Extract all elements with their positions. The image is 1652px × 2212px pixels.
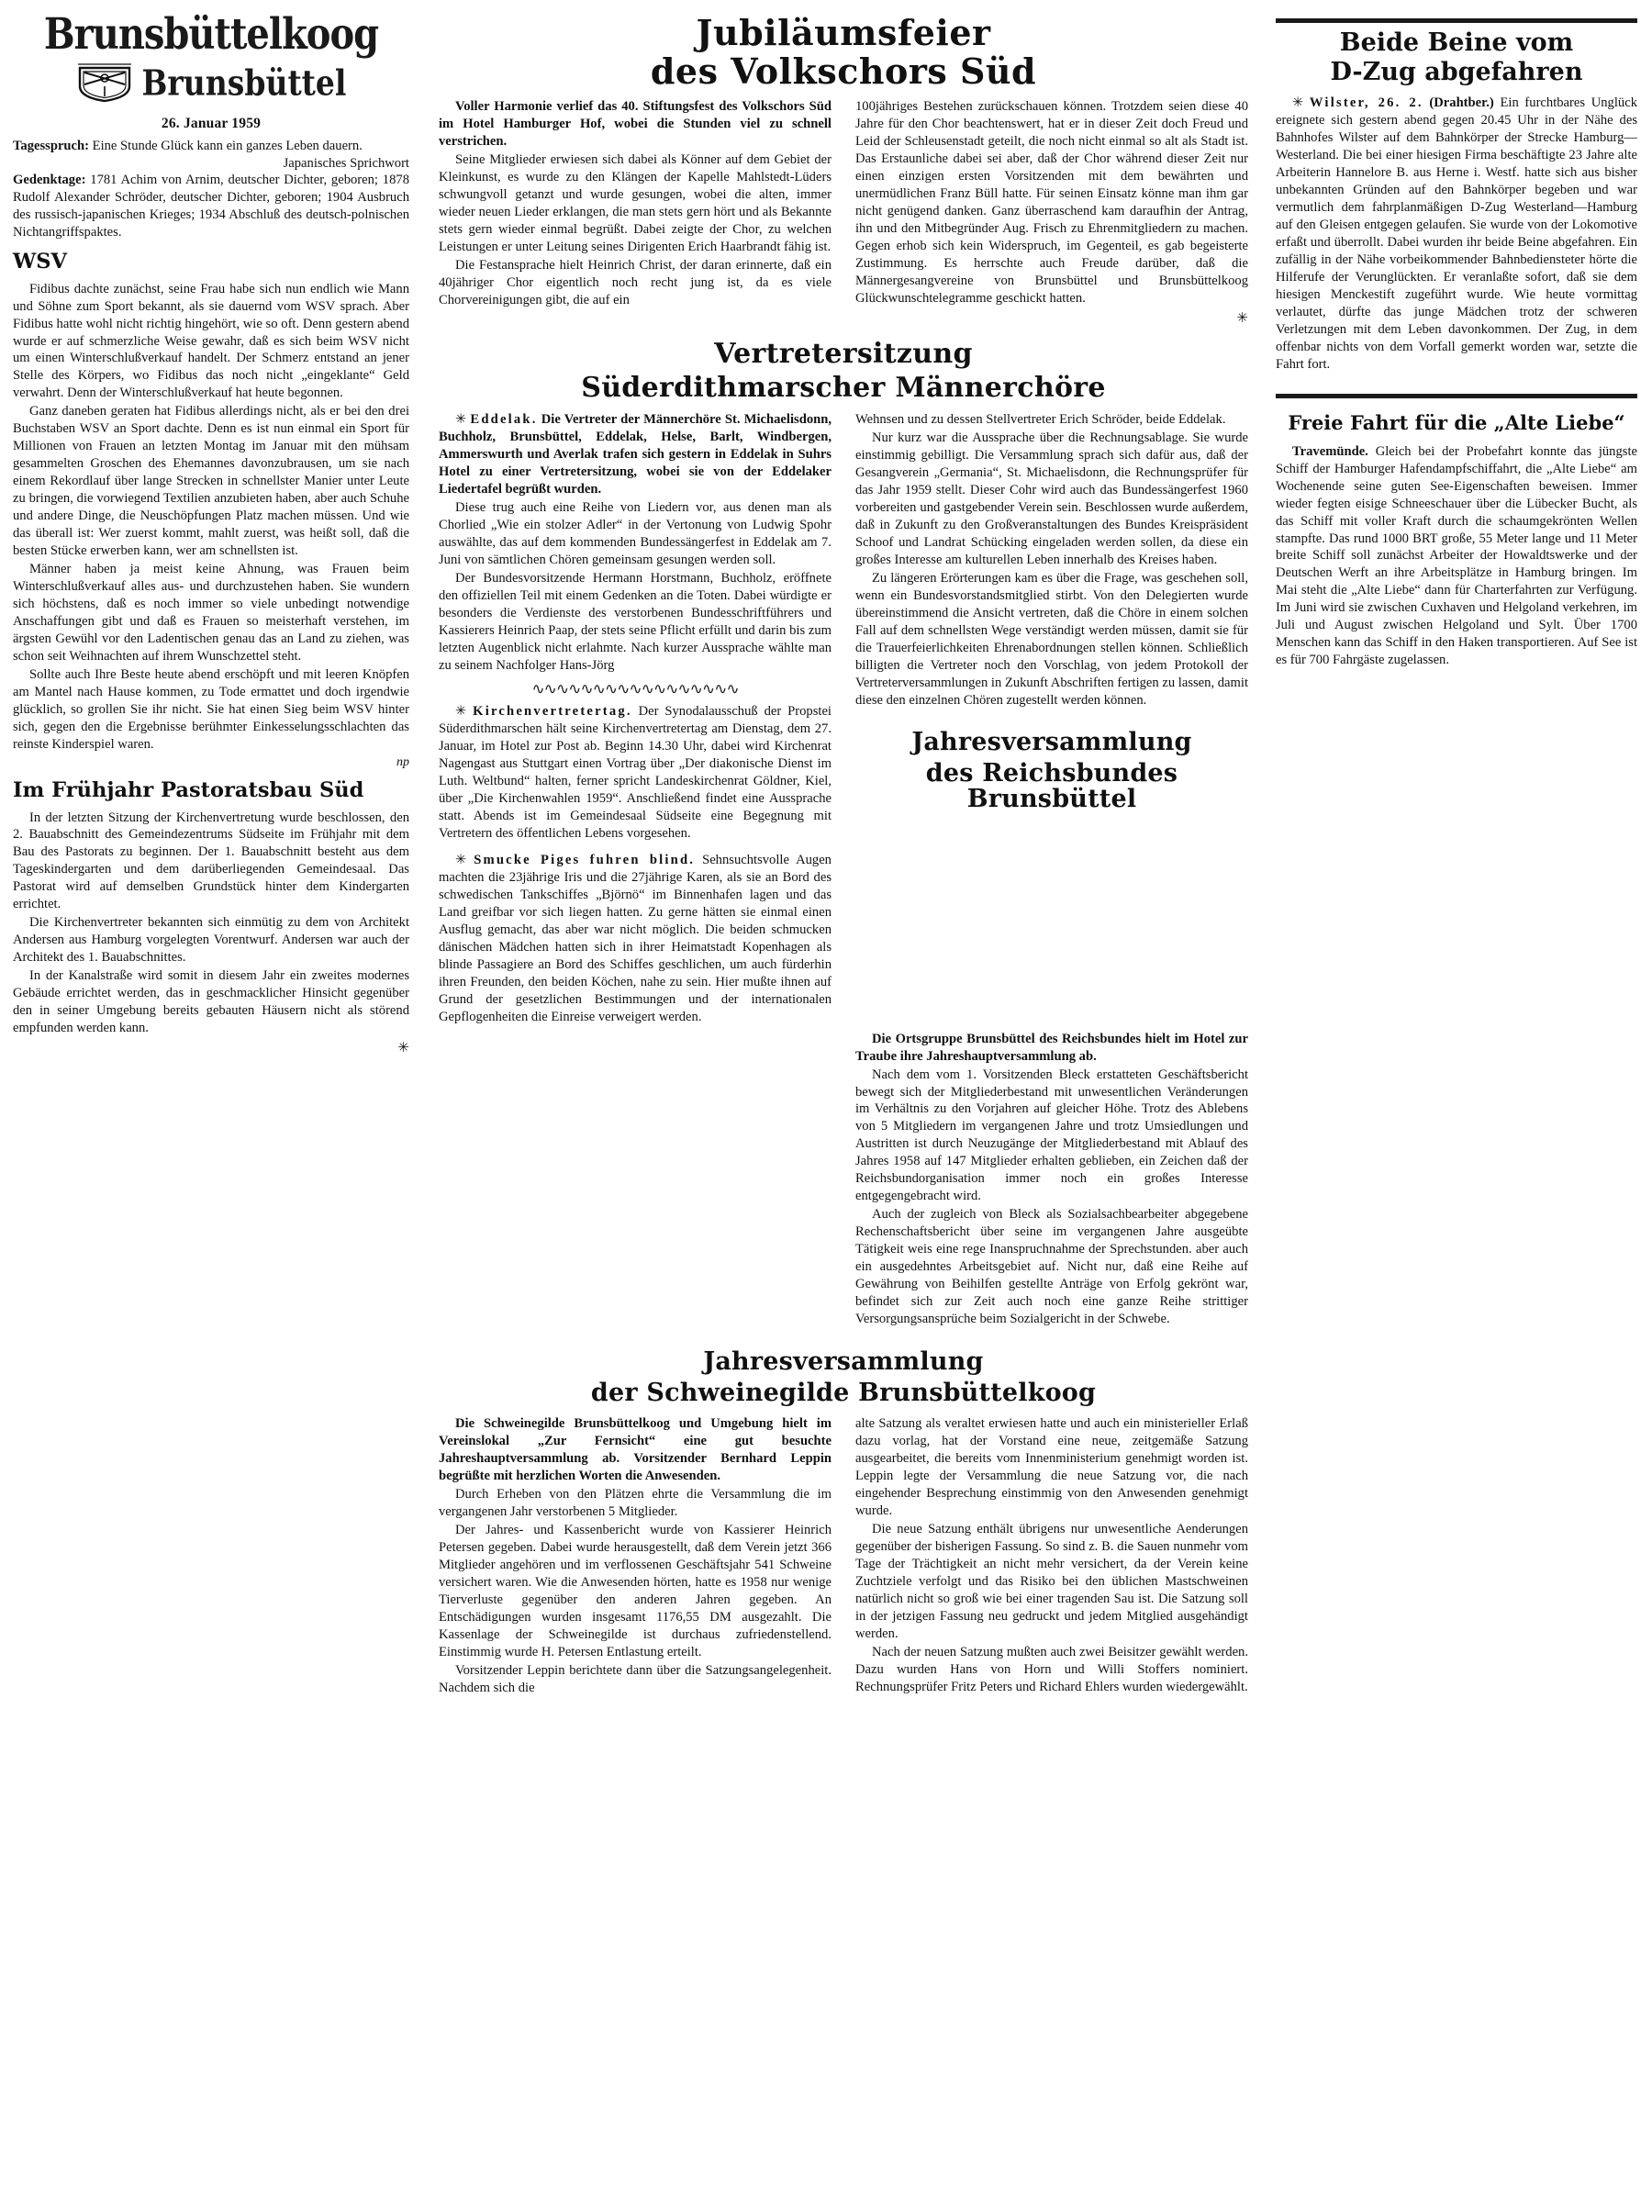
dzug-dateline: Wilster, 26. 2.	[1309, 95, 1423, 111]
wsv-para-1: Fidibus dachte zunächst, seine Frau habe sich nun endlich wie Mann und Söhne zum Sport bekannt, als sie dauernd vom WSV sprach. Aber Fidibus hatte wohl nicht richtig hingehört, wie so oft. Denn gestern abend wurde er auf schmerzliche Weise gewahr, daß es sich beim WSV nicht um einen Winterschlußverkauf handelt. Der Schmerz entstand an jener Stelle des Körpers, wo Fidibus das noch nicht „eingeklante“ Geld verwahrt. Denn der Winterschlußverkauf hat heute begonnen.	[13, 281, 409, 401]
schweinegilde-para-4: alte Satzung als veraltet erwiesen hatte und auch ein ministerieller Erlaß dazu vorlag, hat der Vorstand eine neue, zeitgemäße Satzung ausgearbeitet, die bereits vom Innenministerium genehmigt worden ist. Leppin legte der Versammlung die neue Satzung vor, die nach eingehender Besprechung einstimmig von den Anwesenden genehmigt wurde.	[855, 1416, 1248, 1519]
masthead-title: Brunsbüttelkoog	[43, 8, 379, 60]
wsv-para-4: Sollte auch Ihre Beste heute abend erschöpft und mit leeren Knöpfen am Mantel nach Hause kommen, zu Tode ermattet und doch irgendwie glücklich, so grollen Sie ihr nicht. Sie hat einen Sieg beim WSV hinter sich, gegen den die Ergebnisse berühmter Einkesselungsschlachten das reinste Kinderspiel waren.	[13, 666, 409, 752]
jubilaeum-col-left	[439, 98, 832, 327]
vertretersitzung-dateline: Eddelak.	[470, 412, 538, 428]
masthead-date: 26. Januar 1959	[161, 116, 262, 131]
vertretersitzung-para-5: Zu längeren Erörterungen kam es über die Frage, was geschehen soll, wenn ein Bundesvorstandsmitglied stirbt. Von den Delegierten wurde übereinstimmend die Ansicht vertreten, daß die Chöre in einem solchen Fall auf dem schnellsten Wege verständigt werden müssen, damit sie für die Trauerfeierlichkeiten Ehrenabordnungen stellen können. Schließlich billigten die Vertreter noch den Vorschlag, von jedem Protokoll der Vertreterversammlungen in Zukunft Abschriften fertigen zu lassen, damit diese den einzelnen Chören zugestellt werden können.	[855, 570, 1248, 708]
section-divider-wave: ∿∿∿∿∿∿∿∿∿∿∿∿∿∿∿∿∿	[531, 679, 739, 698]
coat-of-arms-icon	[76, 62, 133, 103]
schweinegilde-para-6: Nach der neuen Satzung mußten auch zwei Beisitzer gewählt werden. Dazu wurden Hans von Horn und Willi Stoffers nominiert. Rechnungsprüfer Fritz Peters und Richard Ehlers wurden wiedergewählt.	[855, 1644, 1248, 1694]
vertretersitzung-para-1: Diese trug auch eine Reihe von Liedern vor, aus denen man als Chorlied „Wie ein stolzer Adler“ in der Vertonung von Ludwig Spohr auswählte, das auf dem kommenden Bundessängerfest in Eddelak am 7. Juni von sämtlichen Chören gemeinsam gesungen werden soll.	[439, 499, 832, 567]
wsv-para-2: Ganz daneben geraten hat Fidibus allerdings nicht, als er bei den drei Buchstaben WSV an Sport dachte. Denn es ist nun einmal ein Sport für Millionen von Frauen an letzten Montag im Januar mit den mühsam gesammelten Groschen des Ehemannes davonzubrausen, um sie nach einem Rekordlauf über lange Strecken in schnellster Manier unter Leute zu bringen, die vorwiegend Textilien anzubieten haben, aber auch Schuhe und andere Dinge, die Neuschöpfungen Platz machen müssen. Und wie das überall ist: Wer zuerst kommt, mahlt zuerst, was heißt soll, daß die besten Stücke erwerben kann, wer am schnellsten ist.	[13, 404, 409, 559]
kirchenvertretertag-title: Kirchenvertretertag.	[473, 704, 632, 720]
column-left	[13, 9, 426, 2212]
dzug-body: ✳ Wilster, 26. 2. (Drahtber.) Ein furchtbares Unglück ereignete sich gestern abend gegen 20.45 Uhr in der Nähe des Bahnhofes Wilster auf dem Bahnkörper der Strecke Hamburg—Westerland. Die bei einer hiesigen Firma beschäftigte 23 Jahre alte Arbeiterin Hannelore B. aus Herne i. Westf. hatte sich aus bisher unbekannten Gründen auf den Bahnkörper begeben und war vermutlich dem fahrplanmäßigen D-Zug Westerland—Hamburg auf den Gleisen entgegen gelaufen. Sie wurde von der Lokomotive erfaßt und überrollt. Dabei wurden ihr beide Beine abgefahren. Ein zufällig in der Nähe vorbeikommender Bahnbediensteter hörte die Hilferufe der Verunglückten. Er veranlaßte sofort, daß sie dem hiesigen Menckestift zugeführt wurde. Wie heute vormittag verlautet, dürfte das junge Mädchen trotz der schweren Verletzungen mit dem Leben davonkommen. Der Zug, in dem offenbar nichts von dem Vorfall gemerkt worden war, setzte die Fahrt fort.	[1276, 95, 1637, 372]
anniversaries-text: 1781 Achim von Arnim, deutscher Dichter, geboren; 1878 Rudolf Alexander Schröder, deutscher Dichter, geboren; 1904 Ausbruch des russisch-japanischen Krieges; 1934 Abschluß des deutsch-polnischen Nichtangriffspaktes.	[13, 172, 409, 240]
pastorat-para-1: In der letzten Sitzung der Kirchenvertretung wurde beschlossen, den 2. Bauabschnitt des Gemeindezentrums Südseite im Frühjahr mit dem Bau des Pastorats zu beginnen. Der 1. Bauabschnitt besteht aus dem Tageskindergarten und dem darüberliegenden Gemeindesaal. Das Pastorat wird auf demselben Grundstück hinter dem Kindergarten errichtet.	[13, 810, 409, 912]
motto-label: Tagesspruch:	[13, 139, 89, 153]
reichsbund-col-left-spacer	[439, 1031, 832, 1329]
alte-liebe-text: Gleich bei der Probefahrt konnte das jüngste Schiff der Hamburger Hafendampfschiffahrt, die „Alte Liebe“ am Wochenende seine guten See-Eigenschaften beweisen. Immer wieder fegten eisige Schneeschauer über die Lübecker Bucht, als das Schiff mit voller Kraft durch die schaumgekrönten Wellen stampfte. Das rund 1000 BRT große, 55 Meter lange und 11 Meter breite Schiff soll zunächst Arbeiter der Howaldtswerke und der Deutschen Werft an ihre Arbeitsplätze in Hamburg bringen. Im Mai steht die „Alte Liebe“ dann für Charterfahrten zur Verfügung. Im Juni wird sie zwischen Cuxhaven und Helgoland verkehren, im Juli und August zwischen Helgoland und Sylt. Über 1700 Menschen kann das Schiff in den Haken transportieren. Auf See ist es für 700 Fahrgäste zugelassen.	[1276, 443, 1637, 668]
jubilaeum-lead: Voller Harmonie verlief das 40. Stiftungsfest des Volkschors Süd im Hotel Hamburger Hof, wobei die Stunden viel zu schnell verstrichen.	[439, 99, 832, 149]
masthead-subtitle-row	[13, 62, 409, 103]
schweinegilde-para-3: Vorsitzender Leppin berichtete dann über die Satzungsangelegenheit. Nachdem sich die	[439, 1662, 832, 1695]
schweinegilde-col-right	[855, 1415, 1248, 1698]
reichsbund-body	[439, 1031, 1248, 1329]
reichsbund-col-left	[855, 1031, 1248, 1329]
jubilaeum-col-right	[855, 98, 1248, 327]
vertretersitzung-para-3: Wehnsen und zu dessen Stellvertreter Erich Schröder, beide Eddelak.	[855, 412, 1226, 428]
motto-text: Eine Stunde Glück kann ein ganzes Leben dauern.	[92, 139, 363, 153]
vertretersitzung-lead-text: Die Vertreter der Männerchöre St. Michaelisdonn, Buchholz, Brunsbüttel, Eddelak, Helse, Barlt, Windbergen, Ammerswurth und Averlak trafen sich gestern in Eddelak in Suhrs Hotel zu einer Vertretersitzung, wobei sie von der Eddelaker Liedertafel begrüßt wurden.	[439, 412, 832, 497]
dzug-text: Ein furchtbares Unglück ereignete sich gestern abend gegen 20.45 Uhr in der Nähe des Bahnhofes Wilster auf dem Bahnkörper der Strecke Hamburg—Westerland. Die bei einer hiesigen Firma beschäftigte 23 Jahre alte Arbeiterin Hannelore B. aus Herne i. Westf. hatte sich aus bisher unbekannten Gründen auf den Bahnkörper begeben und war vermutlich dem fahrplanmäßigen D-Zug Westerland—Hamburg auf den Gleisen entgegen gelaufen. Sie wurde von der Lokomotive erfaßt und überrollt. Dabei wurden ihr beide Beine abgefahren. Ein zufällig in der Nähe vorbeikommender Bahnbediensteter hörte die Hilferufe der Verunglückten. Er veranlaßte sofort, daß sie dem hiesigen Menckestift zugeführt wurde. Wie heute vormittag verlautet, dürfte das junge Mädchen trotz der schweren Verletzungen mit dem Leben davonkommen. Der Zug, in dem offenbar nichts von dem Vorfall gemerkt worden war, setzte die Fahrt fort.	[1276, 95, 1637, 372]
reichsbund-para-1: Nach dem vom 1. Vorsitzenden Bleck erstatteten Geschäftsbericht bewegt sich der Mitgliederbestand mit unwesentlichen Veränderungen im Verhältnis zu den Vorjahren auf gleicher Höhe. Trotz des Ablebens von 5 Mitgliedern im vergangenen Jahre und trotz Umsiedlungen und Austritten ist durch Neuzugänge der Mitgliederbestand mit Ablauf des Jahres 1958 auf 147 Mitglieder erhalten geblieben, ein Zeichen daß der Reichsbundorganisation immer noch ein großes Interesse entgegengebracht wird.	[855, 1067, 1248, 1204]
schweinegilde-lead: Die Schweinegilde Brunsbüttelkoog und Umgebung hielt im Vereinslokal „Zur Fernsicht“ eine gut besuchte Jahreshauptversammlung ab. Vorsitzender Bernhard Leppin begrüßte mit herzlichen Worten die Anwesenden.	[439, 1416, 832, 1484]
smucke-piges-text: Sehnsuchtsvolle Augen machten die 23jährige Iris und die 27jährige Karen, als sie an Bord des schwedischen Tankschiffes „Björnö“ im Binnenhafen lagen und das Land greifbar vor sich liegen hatten. Zu gerne hätten sie einmal einen Ausflug gemacht, das aber war nicht möglich. Die beiden schmucken dänischen Mädchen hatten sich in ihrer Heimatstadt Kopenhagen als blinde Passagiere an Bord des Schiffes geschlichen, um auch fürderhin ihren Freunden, den beiden Köchen, nahe zu sein. Hier mußte ihnen auf Grund der gesetzlichen Bestimmungen und der internationalen Gepflogenheiten die Einreise verweigert werden.	[439, 852, 832, 1024]
schweinegilde-headline-2: der Schweinegilde Brunsbüttelkoog	[590, 1379, 1097, 1408]
schweinegilde-body	[439, 1415, 1248, 1698]
vertretersitzung-headline-1: Vertretersitzung	[714, 337, 973, 370]
vertretersitzung-para-4: Nur kurz war die Aussprache über die Rechnungsablage. Sie wurde einstimmig gebilligt. Die Versammlung sprach sich dafür aus, daß der Gesangverein „Germania“, St. Michaelisdonn, die Rechnungsprüfer für das Jahr 1959 stellt. Dieser Cohr wird auch das Bundessängerfest 1960 vorbereiten und gastgebender Verein sein. Beschlossen wurde außerdem, daß in Zukunft zu den Großveranstaltungen des Bundes Kreispräsident Schoof und Landrat Schücking eingeladen werden sollen, da diese ein großes Interesse am kulturellen Leben innerhalb des Kreises haben.	[855, 430, 1248, 567]
reichsbund-para-2: Auch der zugleich von Bleck als Sozialsachbearbeiter abgegebene Rechenschaftsbericht über seine im vergangenen Jahre ausgeübte Tätigkeit weis eine rege Inanspruchnahme der Sprechstunden. aber auch ein ausgedehntes Arbeitsgebiet auf. Nicht nur, daß eine Reihe auf Gewährung von Beihilfen gestellte Anträge von Erfolg gekrönt war, befindet sich zur Zeit auch noch eine ganze Reihe strittiger Versorgungsansprüche beim Sozialgericht in der Schwebe.	[855, 1207, 1248, 1327]
anniversaries-label: Gedenktage:	[13, 172, 86, 187]
pastorat-para-3: In der Kanalstraße wird somit in diesem Jahr ein zweites modernes Gebäude errichtet werden, das in geschmacklicher Hinsicht gegenüber den in seiner Umgebung bereits gebauten Häusern nicht als störend empfunden werden kann.	[13, 968, 409, 1036]
schweinegilde-para-5: Die neue Satzung enthält übrigens nur unwesentliche Aenderungen gegenüber der bisherigen Fassung. So sind z. B. die Sauen nunmehr vom Tage der Trächtigkeit an nicht mehr versichert, da der Verein keine Zuchtziele verfolgt und das Risiko bei den üblichen Mastschweinen natürlich nicht so groß wie bei einer tragenden Sau ist. Die Satzung soll in der jetzigen Fassung neu gedruckt und jedem Mitglied ausgehändigt werden.	[855, 1522, 1248, 1641]
dzug-headline-2: D-Zug abgefahren	[1330, 58, 1583, 87]
top-rule	[1276, 18, 1637, 23]
jubilaeum-body	[439, 98, 1248, 327]
pastorat-para-2: Die Kirchenvertreter bekannten sich einmütig zu dem von Architekt Andersen aus Hamburg vorgelegten Vorentwurf. Andersen war auch der Architekt des 1. Bauabschnittes.	[13, 915, 409, 966]
alte-liebe-headline: Freie Fahrt für die „Alte Liebe“	[1288, 410, 1625, 434]
kirchenvertretertag-para: ✳ Kirchenvertretertag. Der Synodalausschuß der Propstei Süderdithmarschen hält seine Kirchenvertretertag am Dienstag, dem 27. Januar, im Hotel zur Post ab. Beginn 14.30 Uhr, dabei wird Kirchenrat Nagengast aus Stuttgart einen Vortrag über „Der diakonische Dienst im Luth. Weltbund“ halten, ferner spricht Landeskirchenrat Göldner, Kiel, über „Die Kirchenwahlen 1959“. Anschließend findet eine Aussprache statt. Abends ist im Gemeindesaal Südseite eine Begegnung mit Vertretern des öffentlichen Lebens vorgesehen.	[439, 704, 832, 841]
reichsbund-headline-1: Jahresversammlung	[911, 727, 1192, 756]
dzug-source: (Drahtber.)	[1429, 95, 1494, 111]
vertretersitzung-para-2: Der Bundesvorsitzende Hermann Horstmann, Buchholz, eröffnete den offiziellen Teil mit einem Gedenken an die Toten. Dabei würdigte er besonders die Verdienste des verstorbenen Bundesschriftführers und Kassierers Heinrich Paap, der stets seine Pflicht erfüllt und darin bis zum letzten Augenblick nicht erlahmte. Nach kurzer Aussprache wählte man zu seinem Nachfolger Hans-Jörg	[439, 570, 832, 673]
jubilaeum-endmark: ✳	[1236, 310, 1248, 326]
smucke-piges-title: Smucke Piges fuhren blind.	[474, 852, 696, 867]
pastorat-headline: Im Frühjahr Pastoratsbau Süd	[13, 777, 364, 802]
column-middle	[426, 9, 1261, 2212]
kirchenvertretertag-text: Der Synodalausschuß der Propstei Süderdithmarschen hält seine Kirchenvertretertag am Dienstag, dem 27. Januar, im Hotel zur Post ab. Beginn 14.30 Uhr, dabei wird Kirchenrat Nagengast aus Stuttgart einen Vortrag über „Der diakonische Dienst im Luth. Weltbund“ halten, ferner spricht Landeskirchenrat Göldner, Kiel, über „Die Kirchenwahlen 1959“. Anschließend findet eine Aussprache statt. Abends ist im Gemeindesaal Südseite eine Begegnung mit Vertretern des öffentlichen Lebens vorgesehen.	[439, 704, 832, 841]
reichsbund-lead: Die Ortsgruppe Brunsbüttel des Reichsbundes hielt im Hotel zur Traube ihre Jahreshauptversammlung ab.	[855, 1031, 1248, 1064]
mid-rule	[1276, 394, 1637, 398]
jubilaeum-para-2: Die Festansprache hielt Heinrich Christ, der daran erinnerte, daß ein 40jähriger Chor eigentlich noch recht jung ist, da es viele Chorvereinigungen gibt, die auf ein	[439, 257, 832, 307]
wsv-signature: np	[396, 754, 409, 769]
schweinegilde-headline-1: Jahresversammlung	[703, 1347, 984, 1377]
alte-liebe-body	[1276, 443, 1637, 670]
motto	[13, 138, 409, 155]
anniversaries	[13, 172, 409, 241]
wsv-para-3: Männer haben ja meist keine Ahnung, was Frauen beim Winterschlußverkauf alles aus- und durchzustehen haben. Sie wundern sich höchstens, daß es noch immer so viele unbedingt notwendige Anschaffungen gibt und daß es Frauen so meisterhaft verstehen, im ärgsten Gewühl vor den Ladentischen genau das an Land zu ziehen, was schon seit Weihnachten auf ihrem Wunschzettel steht.	[13, 562, 409, 664]
jubilaeum-headline-1: Jubiläumsfeier	[696, 12, 991, 53]
smucke-piges-para: ✳ Smucke Piges fuhren blind. Sehnsuchtsvolle Augen machten die 23jährige Iris und die 27jährige Karen, als sie an Bord des schwedischen Tankschiffes „Björnö“ im Binnenhafen lagen und das Land greifbar vor sich liegen hatten. Zu gerne hätten sie einmal einen Ausflug gemacht, das aber war nicht möglich. Die beiden schmucken dänischen Mädchen hatten sich in ihrer Heimatstadt Kopenhagen als blinde Passagiere an Bord des Schiffes geschlichen, um auch fürderhin ihren Freunden, den beiden Köchen, nahe zu sein. Hier mußte ihnen auf Grund der gesetzlichen Bestimmungen und der internationalen Gepflogenheiten die Einreise verweigert werden.	[439, 852, 832, 1024]
masthead	[13, 8, 409, 132]
schweinegilde-para-1: Durch Erheben von den Plätzen ehrte die Versammlung die im vergangenen Jahr verstorbenen 5 Mitglieder.	[439, 1487, 832, 1520]
schweinegilde-col-left	[439, 1415, 832, 1698]
dzug-headline-1: Beide Beine vom	[1339, 28, 1574, 57]
column-right	[1261, 9, 1637, 2212]
jubilaeum-para-3: 100jähriges Bestehen zurückschauen können. Trotzdem seien diese 40 Jahre für den Chor beachtenswert, hat er in dieser Zeit doch Freud und Leid der Schleusenstadt geteilt, die noch nicht einmal so alt als Stadt ist. Das Erstaunliche dabei sei aber, daß der Chor während dieser Zeit nur einen einzigen ersten Vorsitzenden mit dem bewährten und unermüdlichen Franz Büll hatte. Für seinen Einsatz könne man ihm gar nicht genügend danken. Ganz überraschend kam daraufhin der Antrag, ihn und den Mitbegründer Aug. Frisch zu Ehrenmitgliedern zu machen. Gegen erhob sich kein Widerspruch, im Gegenteil, es gab begeisterte Zustimmung. Es herrschte auch Freude darüber, daß die Männergesangvereine von Brunsbüttel und Brunsbüttelkoog Glückwunschtelegramme geschickt hatten.	[855, 99, 1248, 306]
jubilaeum-para-1: Seine Mitglieder erwiesen sich dabei als Könner auf dem Gebiet der Kleinkunst, es wurde zu den Klängen der Kapelle Mahlstedt-Lüders schwungvoll getanzt und wurde gesungen, wobei die alten, immer wieder neuen Lieder erklangen, die man stets gern hört und als Bekannte stets gern wieder einmal begrüßt. Dabei zeigte der Chor, zu welchen Leistungen er unter Leitung seines Dirigenten Erich Haarbrandt fähig ist.	[439, 151, 832, 254]
vertretersitzung-col-left	[439, 411, 832, 1027]
pastorat-endmark: ✳	[397, 1041, 409, 1056]
schweinegilde-para-2: Der Jahres- und Kassenbericht wurde von Kassierer Heinrich Petersen gegeben. Dabei wurde herausgestellt, daß dem Verein jetzt 366 Mitglieder angehören und im verflossenen Geschäftsjahr 541 Schweine versichert waren. Wie die Anwesenden hörten, hatte es 1958 nur wenige Tierverluste gegenüber den anderen Jahren gegeben. An Entschädigungen wurden insgesamt 1176,55 DM ausgezahlt. Die Kassenlage der Schweinegilde ist durchaus zufriedenstellend. Einstimmig wurde H. Petersen Entlastung erteilt.	[439, 1523, 832, 1659]
masthead-subtitle: Brunsbüttel	[141, 61, 347, 104]
vertretersitzung-lead: ✳ Eddelak. Die Vertreter der Männerchöre St. Michaelisdonn, Buchholz, Brunsbüttel, Eddelak, Helse, Barlt, Windbergen, Ammerswurth und Averlak trafen sich gestern in Eddelak in Suhrs Hotel zu einer Vertretersitzung, wobei sie von der Eddelaker Liedertafel begrüßt wurden.	[439, 412, 832, 497]
vertretersitzung-body	[439, 411, 1248, 1027]
jubilaeum-headline-2: des Volkschors Süd	[650, 50, 1037, 92]
reichsbund-headline-2: des Reichsbundes Brunsbüttel	[925, 758, 1178, 813]
motto-source: Japanisches Sprichwort	[283, 155, 409, 171]
vertretersitzung-col-right	[855, 411, 1248, 1027]
wsv-headline: WSV	[13, 249, 67, 274]
vertretersitzung-headline-2: Süderdithmarscher Männerchöre	[581, 371, 1106, 404]
alte-liebe-dateline: Travemünde.	[1292, 443, 1368, 459]
